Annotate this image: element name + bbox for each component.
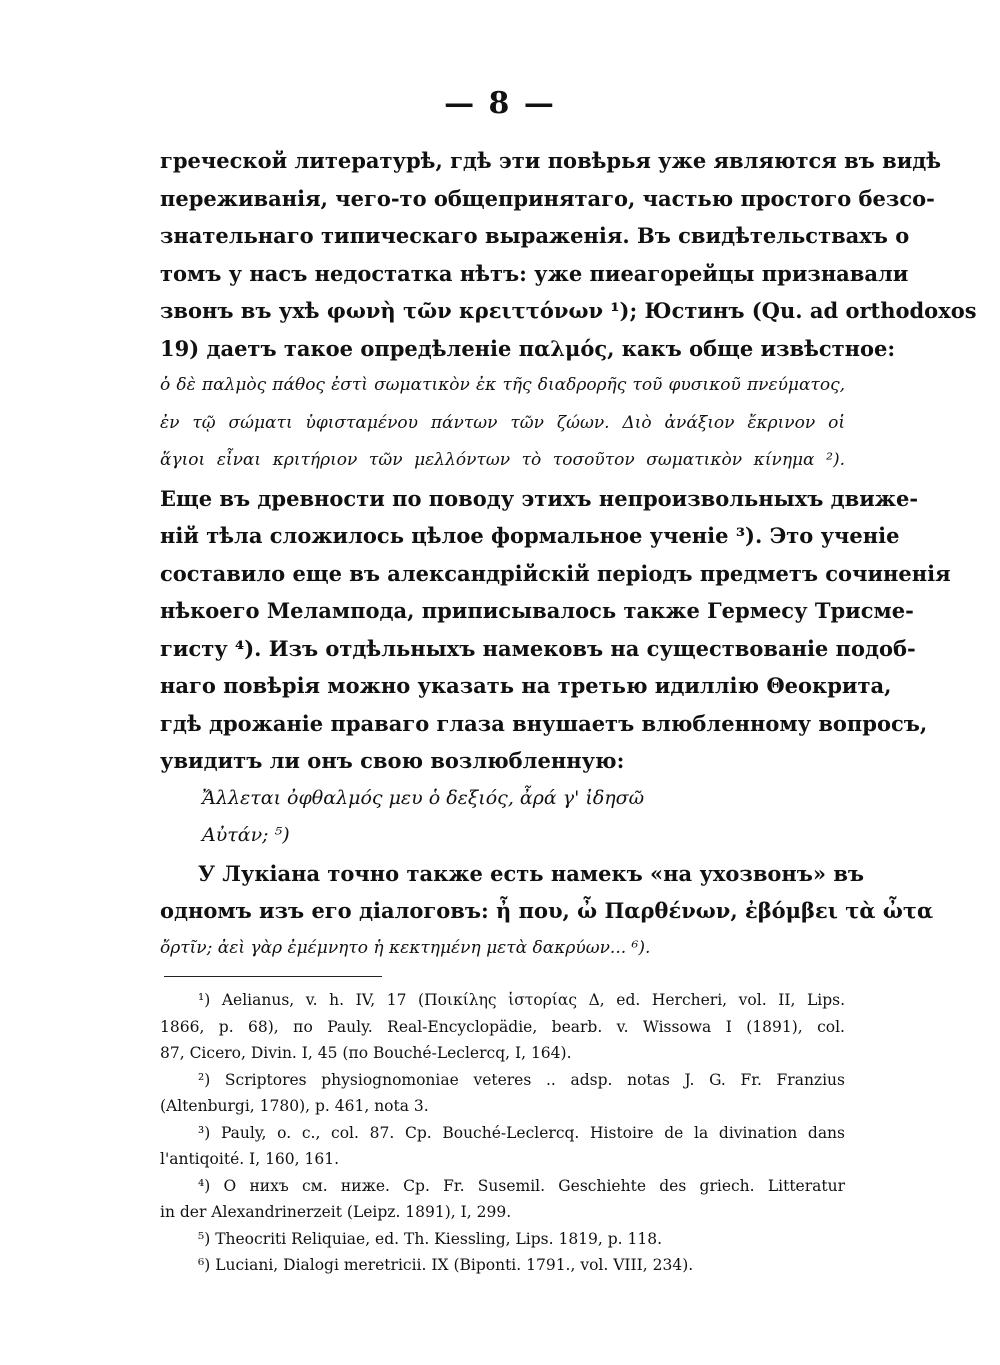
text-line: наго повѣрія можно указать на третью идиллію Θеокрита,	[160, 673, 892, 698]
text-line: Еще въ древности по поводу этихъ непроизвольныхъ движе-	[160, 485, 919, 511]
page-number: — 8 —	[444, 86, 556, 121]
text-line: гдѣ дрожаніе праваго глаза внушаетъ влюбленному вопросъ,	[160, 710, 928, 736]
text-line: 19) даетъ такое опредѣленіе παλμός, какъ обще извѣстное:	[160, 335, 896, 361]
greek-text-line: ἐν τῷ σώματι ὑφισταμένου πάντων τῶν ζώων. Διὸ ἀνάξιον ἔκρινον οἱ	[160, 412, 845, 433]
footnote-line: (Altenburgi, 1780), p. 461, nota 3.	[160, 1097, 429, 1115]
text-line: увидитъ ли онъ свою возлюбленную:	[160, 748, 625, 773]
text-line: греческой литературѣ, гдѣ эти повѣрья уже являются въ видѣ	[160, 148, 942, 173]
footnote-line: ⁶) Luciani, Dialogi meretricii. IX (Biponti. 1791., vol. VIII, 234).	[198, 1256, 694, 1274]
footnote-line: ⁵) Theocriti Reliquiae, ed. Th. Kiessling, Lips. 1819, p. 118.	[198, 1229, 663, 1248]
footnote-divider	[164, 976, 382, 977]
text-line: томъ у насъ недостатка нѣтъ: уже пиеагорейцы признавали	[160, 260, 909, 286]
text-line: У Лукіана точно также есть намекъ «на ухозвонъ» въ	[198, 860, 865, 886]
footnotes	[160, 987, 845, 1279]
footnote-line: l'antiqoité. I, 160, 161.	[160, 1150, 340, 1168]
footnote-line: 1866, p. 68), по Pauly. Real-Encyclopädie, bearb. v. Wissowa I (1891), col.	[160, 1017, 845, 1036]
greek-text-line: ἅγιοι εἶναι κριτήριον τῶν μελλόντων τὸ τοσοῦτον σωματικὸν κίνημα ²).	[160, 450, 845, 470]
text-line: гисту ⁴). Изъ отдѣльныхъ намековъ на существованіе подоб-	[160, 635, 916, 661]
text-line: ній тѣла сложилось цѣлое формальное ученіе ³). Это ученіе	[160, 523, 900, 548]
text-line: составило еще въ александрійскій періодъ предметъ сочиненія	[160, 560, 951, 586]
main-text	[160, 142, 977, 967]
text-line: звонъ въ ухѣ φωνὴ τῶν κρειττόνων ¹); Юстинъ (Qu. ad orthodoxos	[160, 298, 977, 323]
text-line: одномъ изъ его діалоговъ: ἦ που, ὦ Παρθένων, ἐβόμβει τὰ ὦτα	[160, 898, 934, 923]
quote-line: Αὐτάν; ⁵)	[202, 824, 290, 846]
greek-text-line: ὁ δὲ παλμὸς πάθος ἐστὶ σωματικὸν ἐκ τῆς διαδρορῆς τοῦ φυσικοῦ πνεύματος,	[160, 375, 845, 395]
footnote-line: in der Alexandrinerzeit (Leipz. 1891), I, 299.	[160, 1203, 512, 1221]
text-line: переживанія, чего-то общепринятаго, частью простого безсо-	[160, 185, 935, 211]
quote-line: Ἄλλεται ὀφθαλμός μευ ὁ δεξιός, ἆρά γ' ἰδησῶ	[202, 786, 645, 809]
footnote-line: ²) Scriptores physiognomoniae veteres .. adsp. notas J. G. Fr. Franzius	[198, 1070, 845, 1089]
footnote-line: 87, Cicero, Divin. I, 45 (по Bouché-Leclercq, I, 164).	[160, 1044, 572, 1062]
footnote-line: ³) Pauly, o. c., col. 87. Ср. Bouché-Leclercq. Histoire de la divination dans	[198, 1123, 845, 1142]
greek-text-line: ὄρτῖν; ἀεὶ γὰρ ἐμέμνητο ἡ κεκτημένη μετὰ δακρύων... ⁶).	[160, 937, 651, 958]
text-line: нѣкоего Мелампода, приписывалось также Гермесу Трисме-	[160, 598, 914, 623]
footnote-line: ¹) Aelianus, v. h. IV, 17 (Ποικίλης ἱστορίας Δ, ed. Hercheri, vol. II, Lips.	[198, 991, 845, 1009]
text-line: знательнаго типическаго выраженія. Въ свидѣтельствахъ о	[160, 223, 910, 248]
footnote-line: ⁴) О нихъ см. ниже. Ср. Fr. Susemil. Geschiehte des griech. Litteratur	[198, 1176, 845, 1195]
